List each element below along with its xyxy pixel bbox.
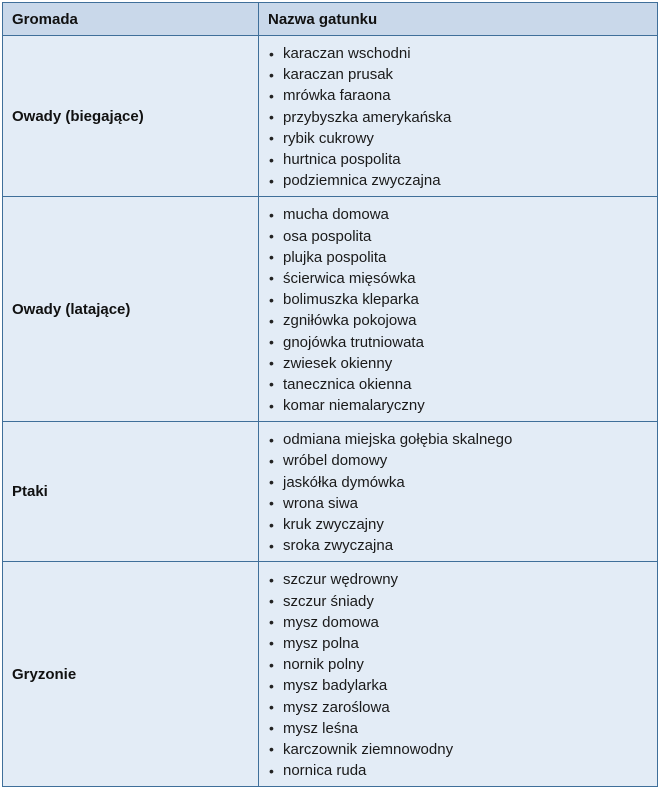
- list-item: [269, 353, 657, 374]
- species-name: nornica ruda: [283, 762, 367, 780]
- list-item: [269, 569, 657, 590]
- species-cell: [259, 422, 657, 561]
- species-name: ścierwica mięsówka: [283, 269, 416, 287]
- species-name: podziemnica zwyczajna: [283, 172, 441, 190]
- species-name: sroka zwyczajna: [283, 537, 394, 555]
- group-cell: Gryzonie: [3, 562, 259, 786]
- list-item: [269, 331, 657, 352]
- list-item: [269, 310, 657, 331]
- list-item: [269, 654, 657, 675]
- species-name: odmiana miejska gołębia skalnego: [283, 431, 513, 449]
- bullet-icon: •: [269, 516, 274, 533]
- species-name: mucha domowa: [283, 206, 389, 224]
- group-cell: Owady (biegające): [3, 36, 259, 196]
- species-name: mysz polna: [283, 634, 359, 652]
- bullet-icon: •: [269, 66, 274, 83]
- list-item: [269, 64, 657, 85]
- bullet-icon: •: [269, 397, 274, 414]
- species-name: bolimuszka kleparka: [283, 291, 419, 309]
- list-item: [269, 450, 657, 471]
- species-name: kruk zwyczajny: [283, 516, 384, 534]
- species-name: osa pospolita: [283, 227, 372, 245]
- bullet-icon: •: [269, 635, 274, 652]
- table-row: [3, 422, 657, 562]
- bullet-icon: •: [269, 495, 274, 512]
- species-name: szczur wędrowny: [283, 571, 399, 589]
- list-item: [269, 85, 657, 106]
- list-item: [269, 170, 657, 191]
- list-item: [269, 675, 657, 696]
- list-item: [269, 149, 657, 170]
- bullet-icon: •: [269, 614, 274, 631]
- list-item: [269, 760, 657, 781]
- table-header: [3, 3, 657, 36]
- bullet-icon: •: [269, 151, 274, 168]
- species-name: mysz leśna: [283, 719, 359, 737]
- species-name: karaczan prusak: [283, 66, 394, 84]
- list-item: [269, 43, 657, 64]
- list-item: [269, 535, 657, 556]
- bullet-icon: •: [269, 130, 274, 147]
- list-item: [269, 514, 657, 535]
- species-name: hurtnica pospolita: [283, 151, 401, 169]
- bullet-icon: •: [269, 452, 274, 469]
- species-name: wrona siwa: [283, 494, 359, 512]
- species-name: plujka pospolita: [283, 248, 387, 266]
- bullet-icon: •: [269, 206, 274, 223]
- bullet-icon: •: [269, 172, 274, 189]
- list-item: [269, 374, 657, 395]
- bullet-icon: •: [269, 334, 274, 351]
- list-item: [269, 591, 657, 612]
- bullet-icon: •: [269, 45, 274, 62]
- species-name: przybyszka amerykańska: [283, 108, 452, 126]
- list-item: [269, 472, 657, 493]
- bullet-icon: •: [269, 677, 274, 694]
- species-name: mrówka faraona: [283, 87, 391, 105]
- bullet-icon: •: [269, 249, 274, 266]
- species-cell: [259, 197, 657, 421]
- bullet-icon: •: [269, 699, 274, 716]
- header-species: Nazwa gatunku: [268, 10, 378, 28]
- bullet-icon: •: [269, 312, 274, 329]
- table-row: [3, 197, 657, 422]
- species-name: mysz badylarka: [283, 677, 388, 695]
- species-name: zwiesek okienny: [283, 354, 393, 372]
- header-group: Gromada: [3, 3, 259, 35]
- bullet-icon: •: [269, 474, 274, 491]
- list-item: [269, 226, 657, 247]
- group-cell: Owady (latające): [3, 197, 259, 421]
- bullet-icon: •: [269, 593, 274, 610]
- species-cell: [259, 36, 657, 196]
- bullet-icon: •: [269, 571, 274, 588]
- bullet-icon: •: [269, 270, 274, 287]
- bullet-icon: •: [269, 228, 274, 245]
- group-cell: Ptaki: [3, 422, 259, 561]
- list-item: [269, 247, 657, 268]
- bullet-icon: •: [269, 109, 274, 126]
- list-item: [269, 107, 657, 128]
- species-name: gnojówka trutniowata: [283, 333, 424, 351]
- species-list: [269, 43, 657, 191]
- species-name: mysz domowa: [283, 613, 379, 631]
- bullet-icon: •: [269, 720, 274, 737]
- species-name: jaskółka dymówka: [283, 473, 405, 491]
- species-name: nornik polny: [283, 656, 364, 674]
- species-name: wróbel domowy: [283, 452, 388, 470]
- species-name: zgniłówka pokojowa: [283, 312, 417, 330]
- species-table: [2, 2, 658, 787]
- list-item: [269, 718, 657, 739]
- list-item: [269, 429, 657, 450]
- bullet-icon: •: [269, 87, 274, 104]
- list-item: [269, 128, 657, 149]
- list-item: [269, 696, 657, 717]
- bullet-icon: •: [269, 355, 274, 372]
- species-name: karaczan wschodni: [283, 45, 411, 63]
- bullet-icon: •: [269, 537, 274, 554]
- list-item: [269, 612, 657, 633]
- species-list: [269, 569, 657, 781]
- bullet-icon: •: [269, 291, 274, 308]
- list-item: [269, 395, 657, 416]
- species-name: rybik cukrowy: [283, 129, 374, 147]
- list-item: [269, 268, 657, 289]
- table-row: [3, 562, 657, 786]
- table-row: [3, 36, 657, 197]
- species-name: szczur śniady: [283, 592, 374, 610]
- species-name: mysz zaroślowa: [283, 698, 390, 716]
- bullet-icon: •: [269, 762, 274, 779]
- list-item: [269, 739, 657, 760]
- species-name: karczownik ziemnowodny: [283, 740, 454, 758]
- list-item: [269, 289, 657, 310]
- bullet-icon: •: [269, 656, 274, 673]
- list-item: [269, 633, 657, 654]
- list-item: [269, 493, 657, 514]
- bullet-icon: •: [269, 741, 274, 758]
- species-name: komar niemalaryczny: [283, 397, 425, 415]
- species-cell: [259, 562, 657, 786]
- list-item: [269, 204, 657, 225]
- bullet-icon: •: [269, 431, 274, 448]
- species-name: tanecznica okienna: [283, 375, 412, 393]
- table-body: [3, 36, 657, 786]
- bullet-icon: •: [269, 376, 274, 393]
- species-list: [269, 429, 657, 556]
- species-list: [269, 204, 657, 416]
